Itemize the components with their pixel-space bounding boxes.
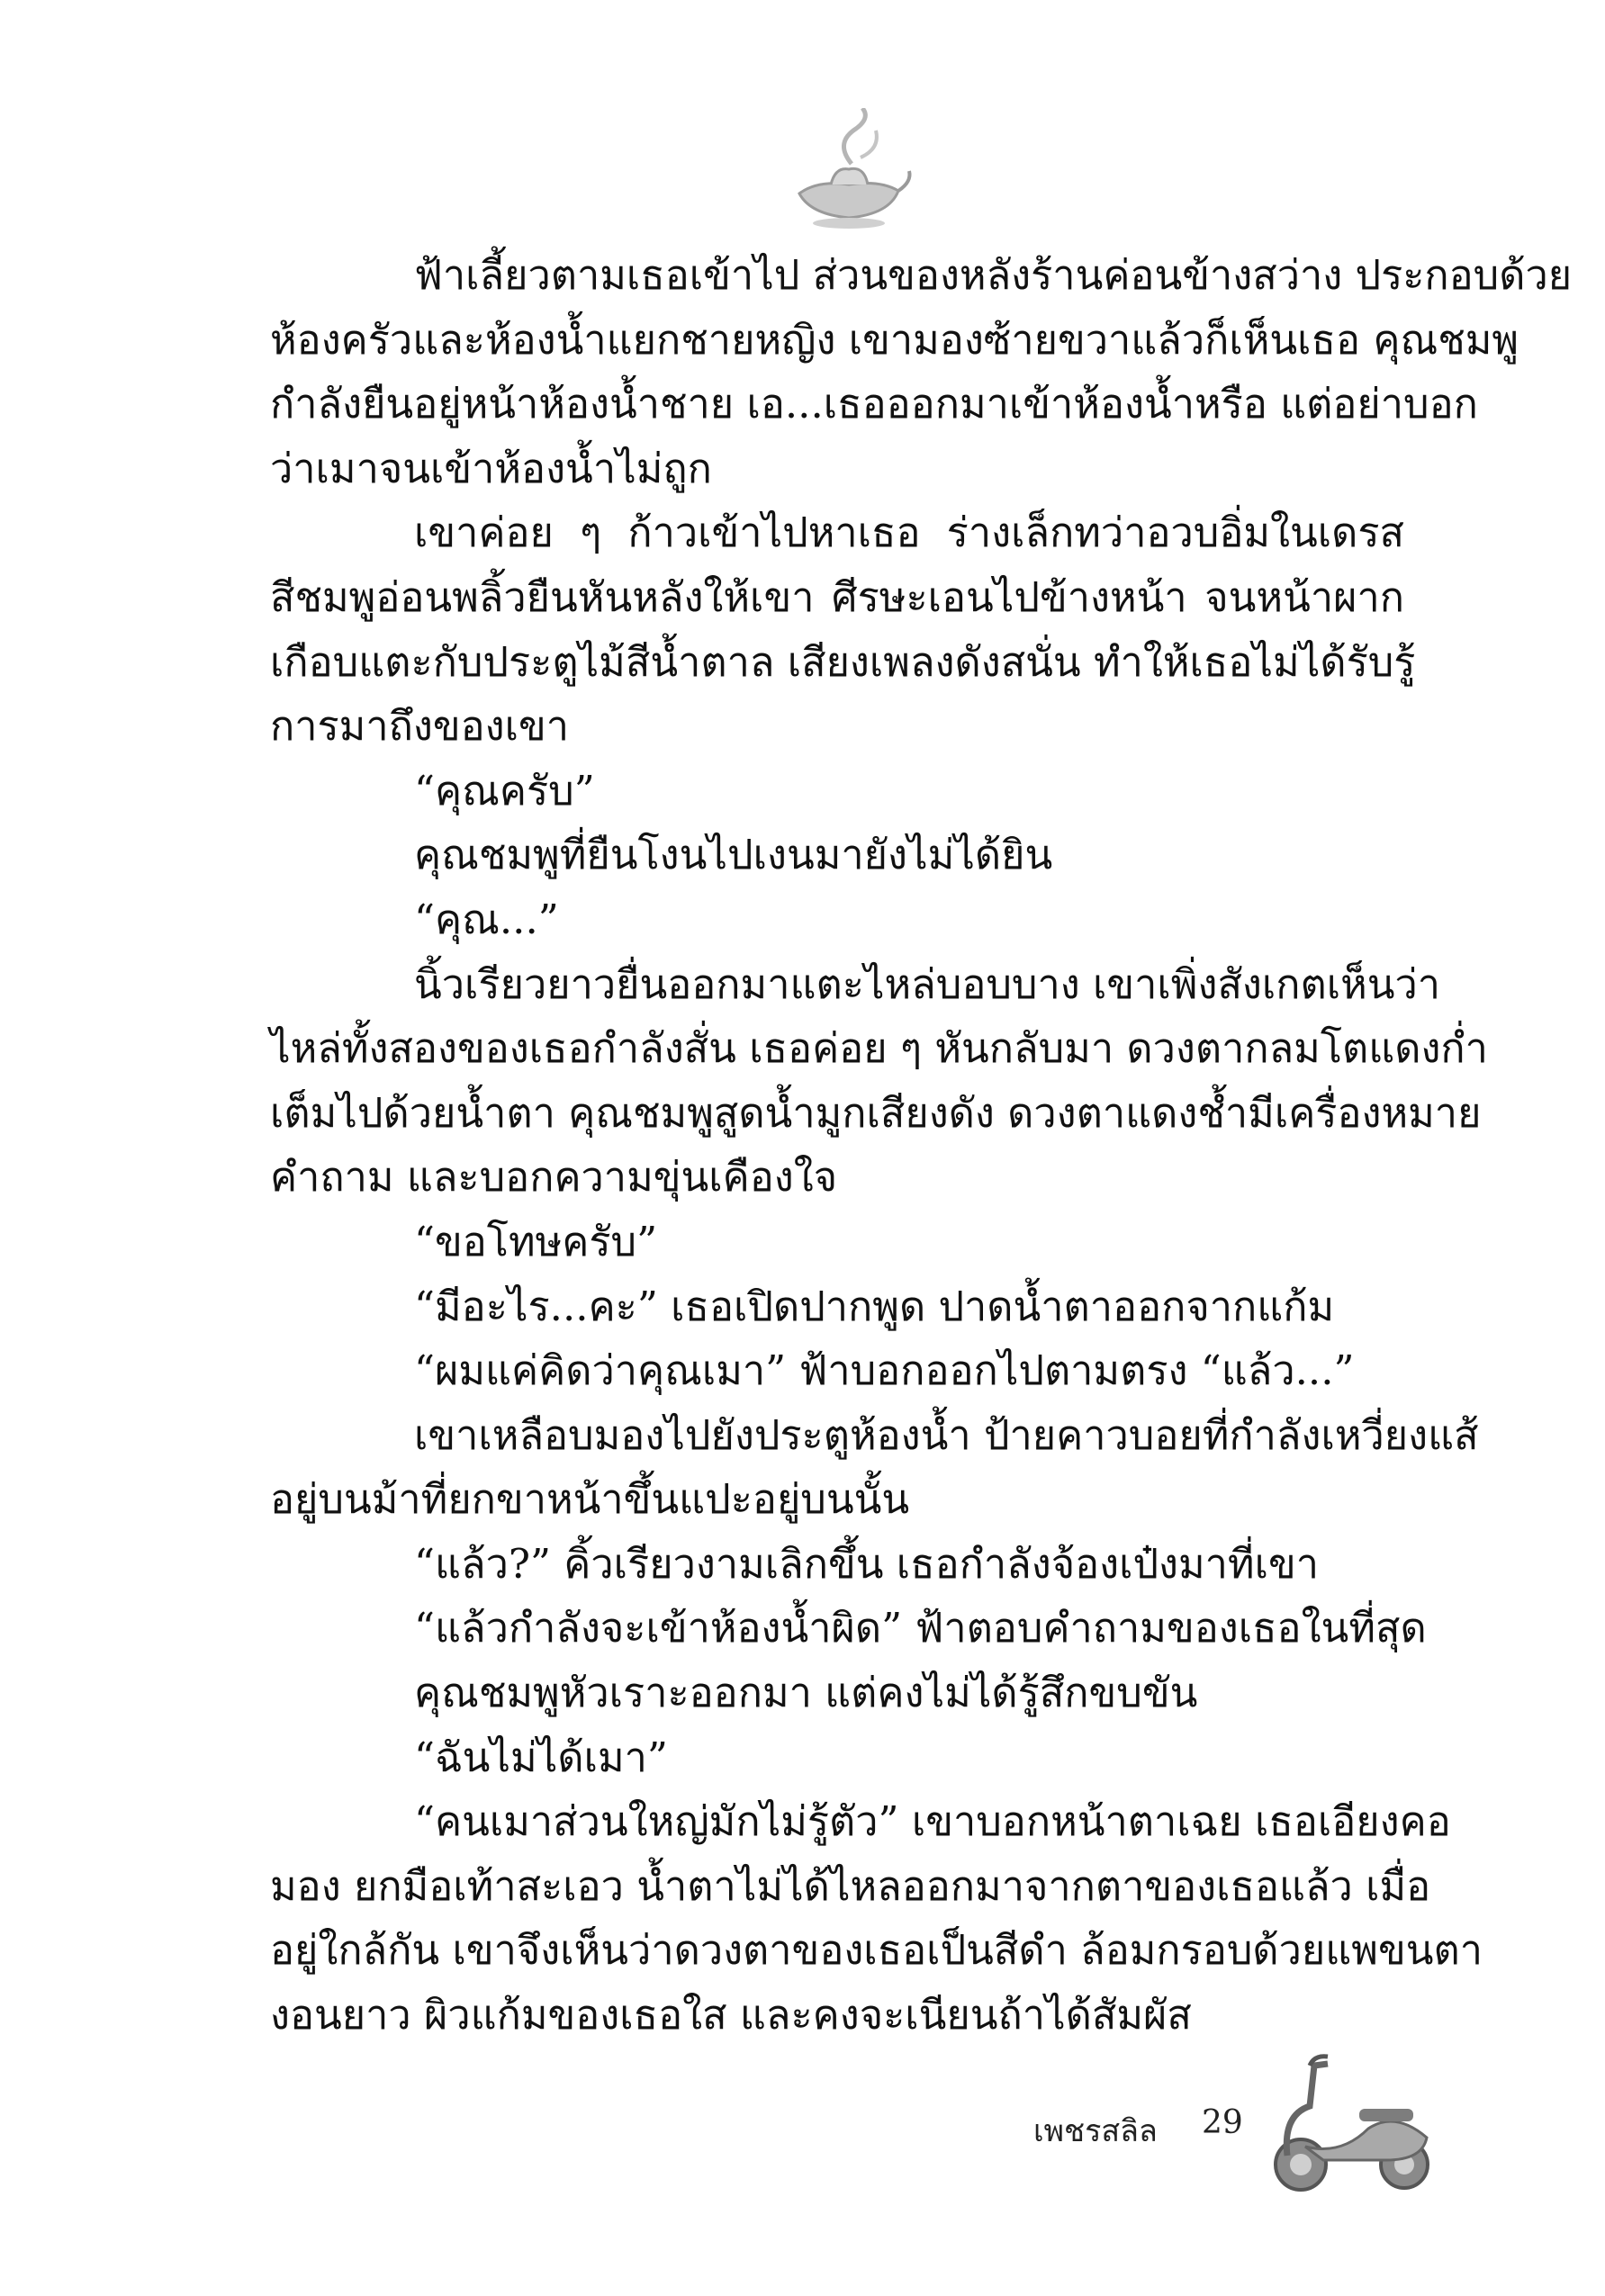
footer-book-title: เพชรสลิล [1033,2113,1158,2149]
text-line: เต็มไปด้วยน้ำตา คุณชมพูสูดน้ำมูกเสียงดัง ดวงตาแดงช้ำมีเครื่องหมาย [270,1088,1482,1137]
text-line: “ผมแค่คิดว่าคุณเมา” ฟ้าบอกออกไปตามตรง “แล้ว...” [414,1346,1355,1395]
text-line: ว่าเมาจนเข้าห้องน้ำไม่ถูก [270,444,712,492]
text-line: นิ้วเรียวยาวยื่นออกมาแตะไหล่บอบบาง เขาเพิ่งสังเกตเห็นว่า [414,959,1441,1008]
text-line: สีชมพูอ่อนพลิ้วยืนหันหลังให้เขา ศีรษะเอนไปข้างหน้า จนหน้าผาก [270,572,1404,621]
text-line: “คุณ...” [414,895,559,943]
text-line: งอนยาว ผิวแก้มของเธอใส และคงจะเนียนถ้าได้สัมผัส [270,1991,1192,2039]
text-line: คุณชมพูหัวเราะออกมา แต่คงไม่ได้รู้สึกขบขัน [414,1669,1198,1717]
text-line: “มีอะไร...คะ” เธอเปิดปากพูด ปาดน้ำตาออกจากแก้ม [414,1282,1335,1330]
text-line: เกือบแตะกับประตูไม้สีน้ำตาล เสียงเพลงดังสนั่น ทำให้เธอไม่ได้รับรู้ [270,637,1416,686]
text-line: ห้องครัวและห้องน้ำแยกชายหญิง เขามองซ้ายขวาแล้วก็เห็นเธอ คุณชมพู [270,315,1519,364]
text-line: มอง ยกมือเท้าสะเอว น้ำตาไม่ได้ไหลออกมาจากตาของเธอแล้ว เมื่อ [270,1861,1431,1910]
text-line: การมาถึงของเขา [270,702,570,751]
text-line: อยู่บนม้าที่ยกขาหน้าขึ้นแปะอยู่บนนั้น [270,1475,910,1524]
text-line: เขาเหลือบมองไปยังประตูห้องน้ำ ป้ายคาวบอยที่กำลังเหวี่ยงแส้ [414,1410,1479,1459]
text-line: “ฉันไม่ได้เมา” [414,1733,668,1781]
teapot-ornament-icon [781,108,916,243]
page-number: 29 [1202,2104,1243,2141]
text-line: ไหล่ทั้งสองของเธอกำลังสั่น เธอค่อย ๆ หันกลับมา ดวงตากลมโตแดงก่ำ [270,1024,1488,1073]
text-line: “คนเมาส่วนใหญ่มักไม่รู้ตัว” เขาบอกหน้าตาเฉย เธอเอียงคอ [414,1797,1451,1846]
text-line: คำถาม และบอกความขุ่นเคืองใจ [270,1153,838,1202]
text-line: “คุณครับ” [414,766,595,815]
text-line: ฟ้าเลี้ยวตามเธอเข้าไป ส่วนของหลังร้านค่อนข้างสว่าง ประกอบด้วย [414,251,1573,299]
text-line: กำลังยืนอยู่หน้าห้องน้ำชาย เอ...เธอออกมาเข้าห้องน้ำหรือ แต่อย่าบอก [270,380,1478,428]
scooter-icon [1260,2030,1440,2210]
text-line: “แล้ว?” คิ้วเรียวงามเลิกขึ้น เธอกำลังจ้องเป๋งมาที่เขา [414,1539,1320,1588]
text-line: เขาค่อย ๆ ก้าวเข้าไปหาเธอ ร่างเล็กทว่าอวบอิ่มในเดรส [414,509,1404,557]
body-text [270,243,1573,2048]
text-line: อยู่ใกล้กัน เขาจึงเห็นว่าดวงตาของเธอเป็นสีดำ ล้อมกรอบด้วยแพขนตา [270,1926,1483,1975]
text-line: คุณชมพูที่ยืนโงนไปเงนมายังไม่ได้ยิน [414,831,1053,879]
text-line: “ขอโทษครับ” [414,1217,658,1265]
text-line: “แล้วกำลังจะเข้าห้องน้ำผิด” ฟ้าตอบคำถามของเธอในที่สุด [414,1604,1427,1652]
